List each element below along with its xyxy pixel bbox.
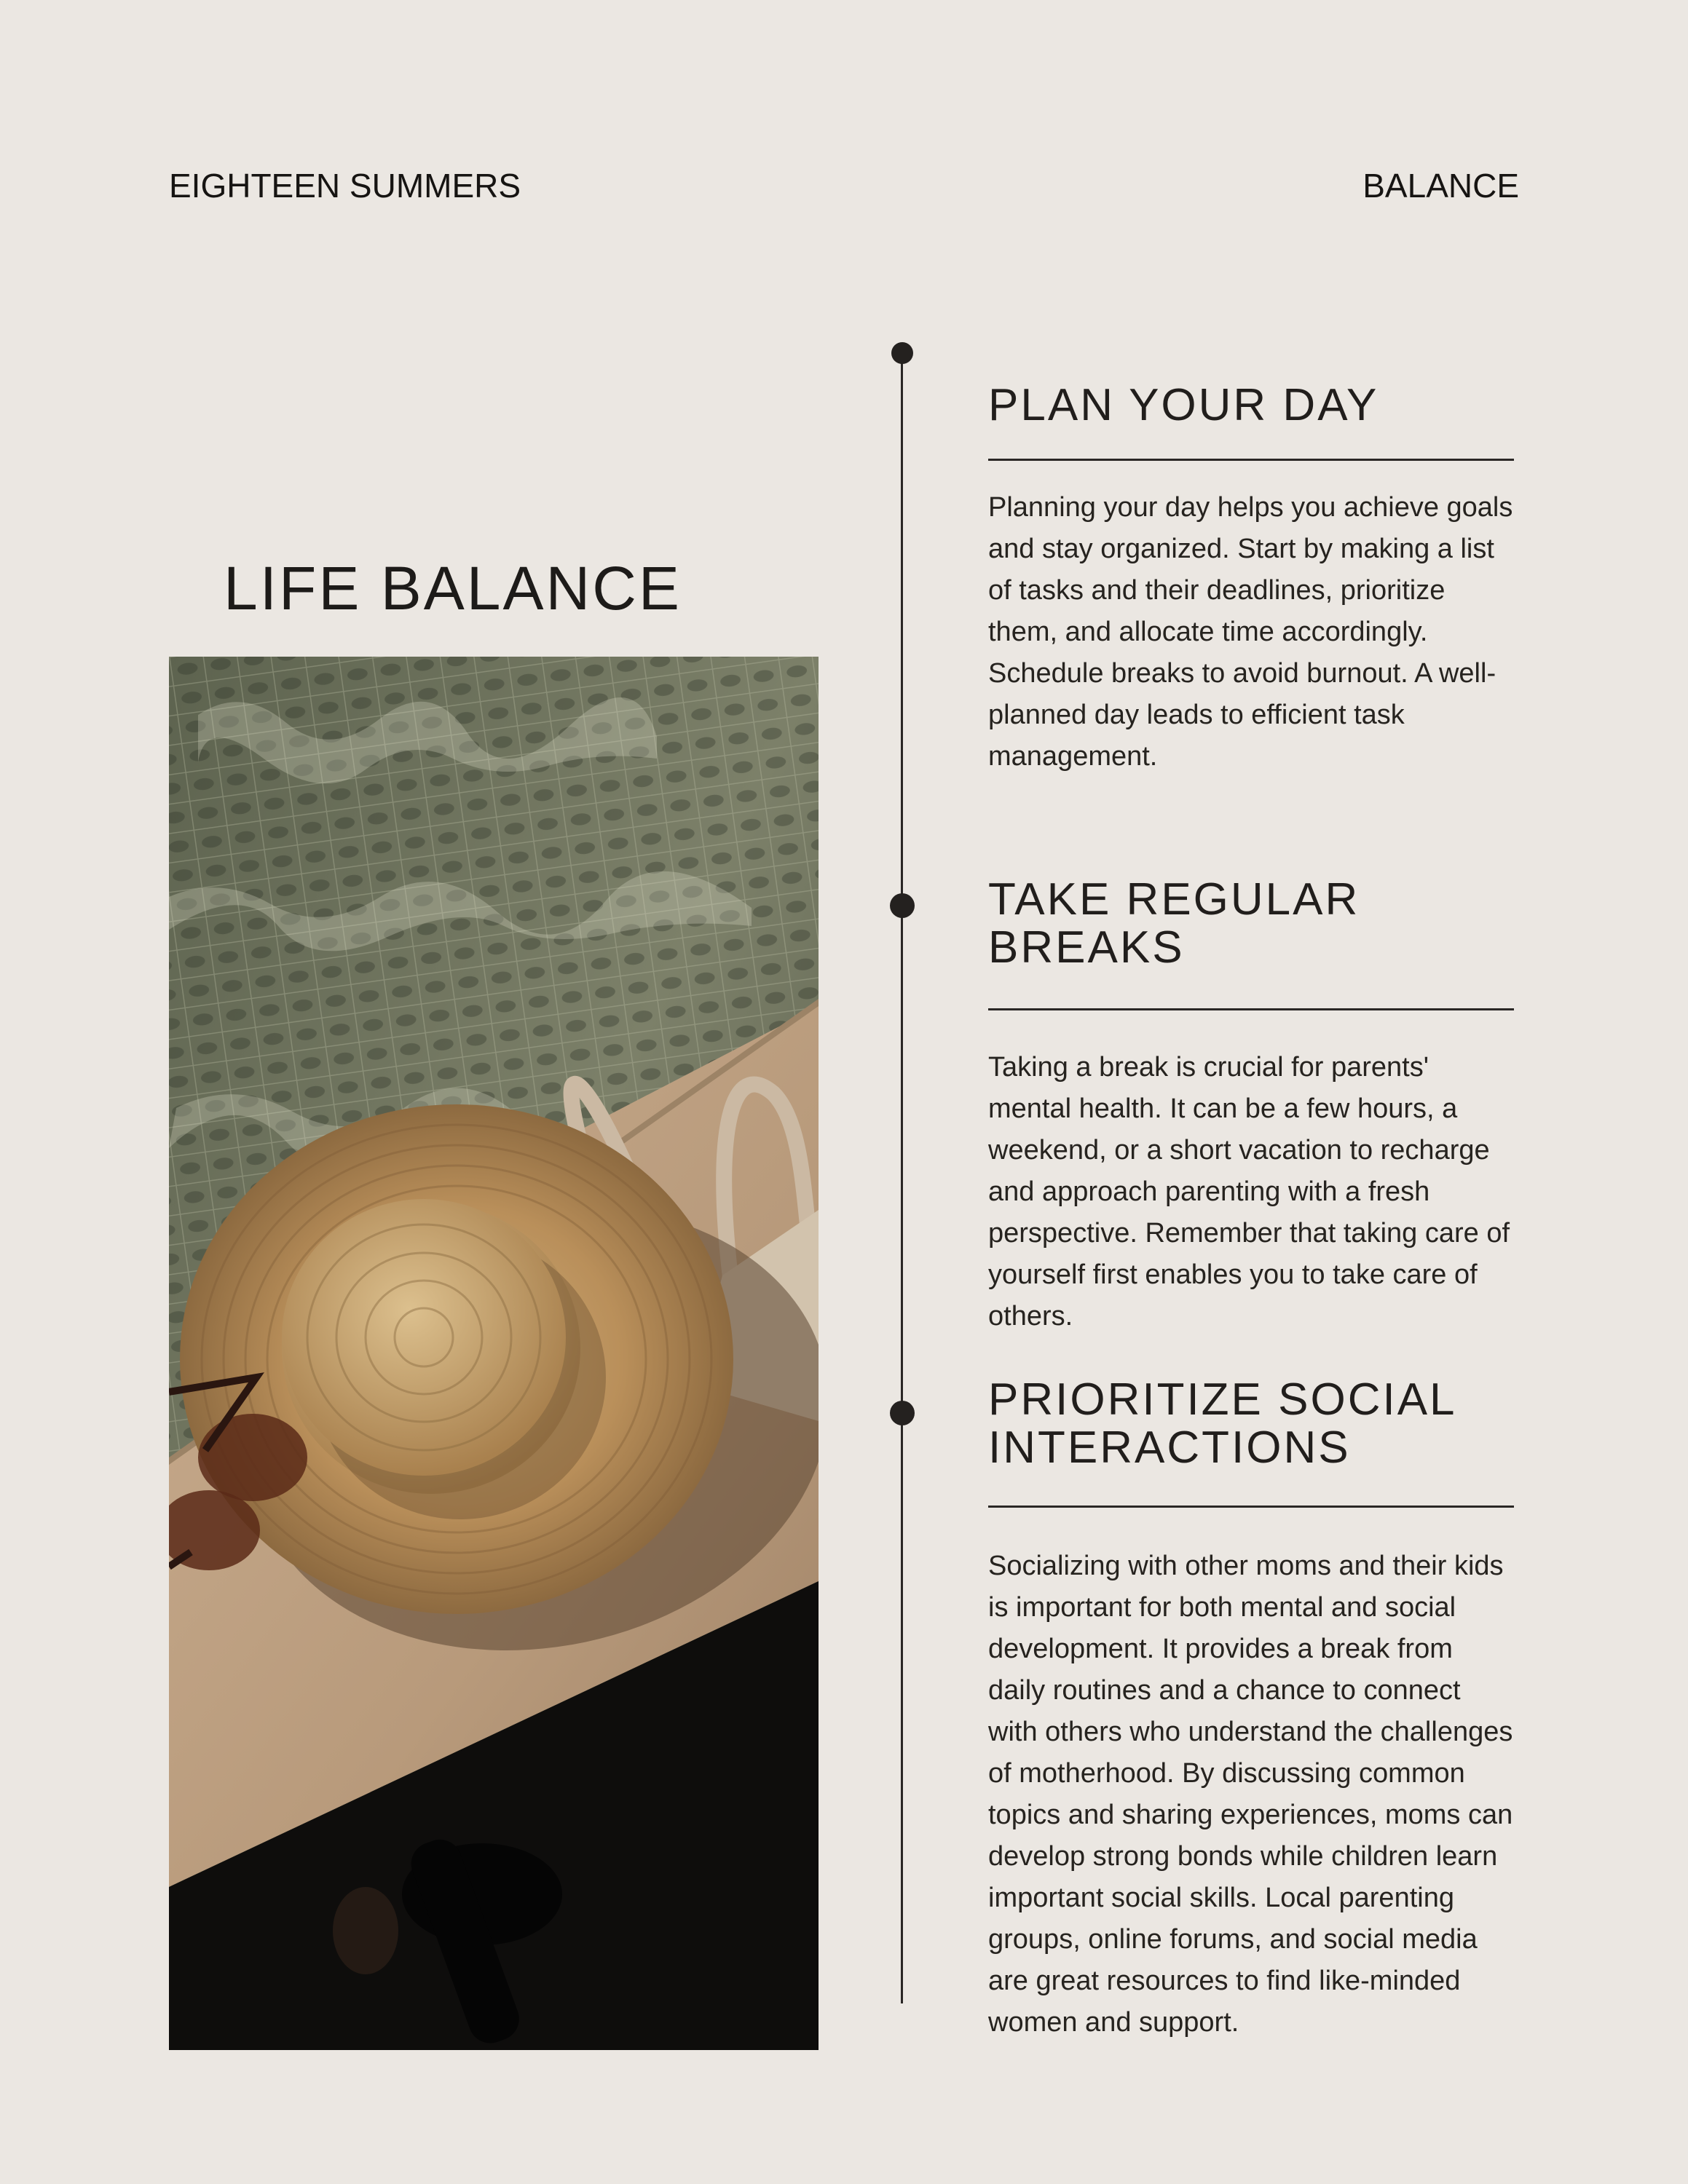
item-heading: TAKE REGULAR BREAKS — [988, 874, 1360, 973]
timeline-item — [988, 1376, 1514, 2043]
timeline-item — [988, 876, 1514, 1337]
timeline-line — [901, 354, 903, 2003]
item-body: Socializing with other moms and their kids is important for both mental and social development. It provides a break from daily routines and a chance to connect with others who understand the challenges of motherhood. By discussing common topics and sharing experiences, moms can develop strong bonds while children learn important social skills. Local parenting groups, online forums, and social media are great resources to find like-minded women and support. — [988, 1551, 1513, 2038]
timeline-dot — [891, 342, 913, 364]
brand-name: EIGHTEEN SUMMERS — [169, 167, 521, 205]
item-heading: PLAN YOUR DAY — [988, 380, 1379, 430]
divider — [988, 459, 1514, 461]
timeline-dot — [890, 893, 915, 918]
divider — [988, 1008, 1514, 1010]
section-label: BALANCE — [1362, 167, 1519, 205]
item-body: Planning your day helps you achieve goals and stay organized. Start by making a list of tasks and their deadlines, prioritize them, and allocate time accordingly. Schedule breaks to avoid burnout. A well-planned day leads to efficient task management. — [988, 492, 1513, 772]
divider — [988, 1506, 1514, 1508]
page-title: LIFE BALANCE — [224, 554, 682, 622]
timeline-item — [988, 381, 1514, 778]
item-heading: PRIORITIZE SOCIAL INTERACTIONS — [988, 1374, 1456, 1473]
straw-hat-poolside-photo — [169, 657, 819, 2050]
item-body: Taking a break is crucial for parents' mental health. It can be a few hours, a weekend, or a short vacation to recharge and approach parenting with a fresh perspective. Remember that taking care of yourself first enables you to take care of others. — [988, 1052, 1510, 1332]
timeline-dot — [890, 1401, 915, 1425]
